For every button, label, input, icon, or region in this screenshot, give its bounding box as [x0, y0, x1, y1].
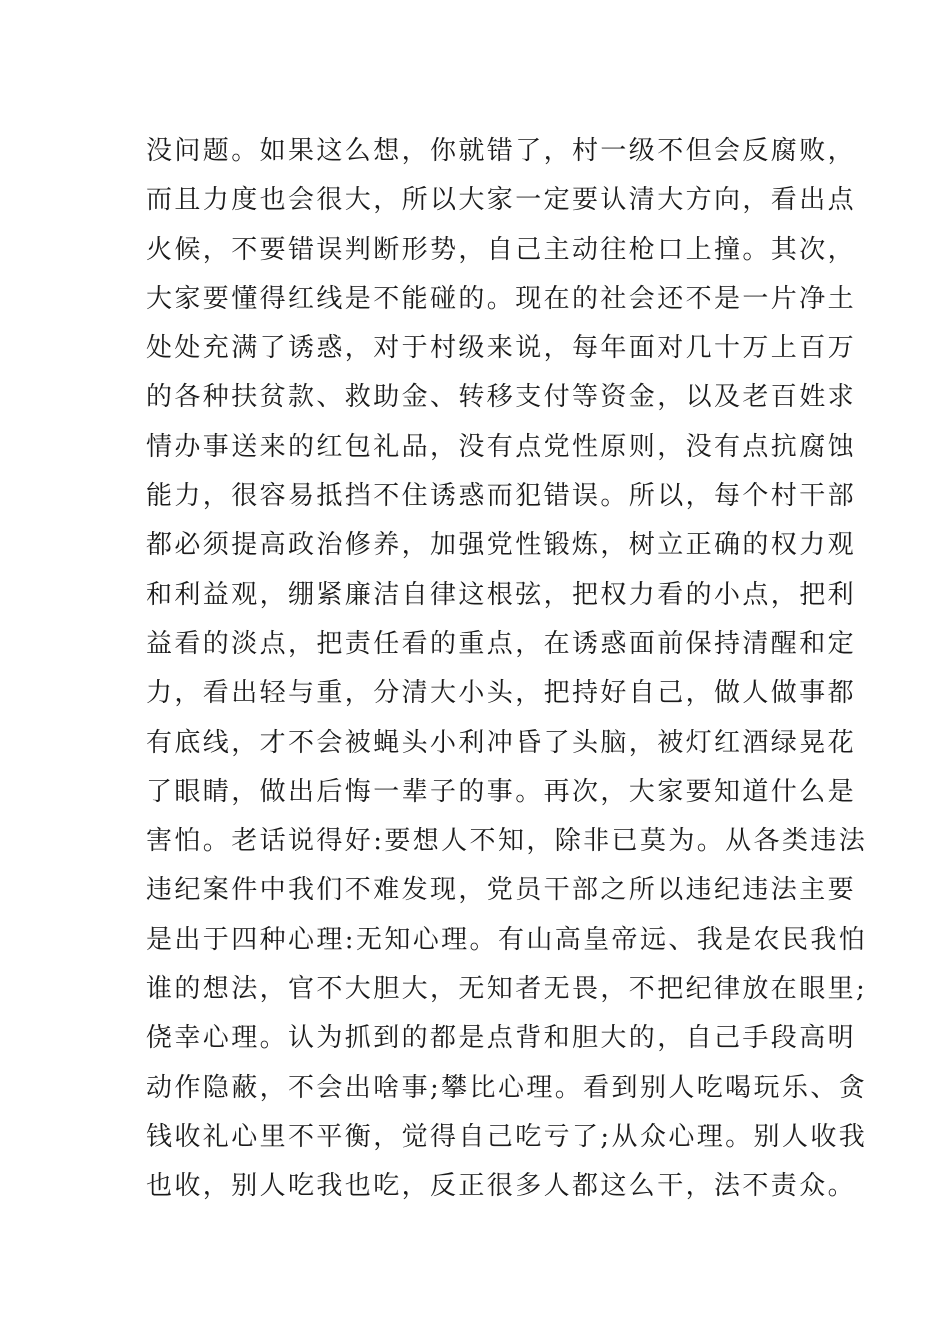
text-line: 火候，不要错误判断形势，自己主动往枪口上撞。其次， [146, 234, 857, 265]
text-line: 和利益观，绷紧廉洁自律这根弦，把权力看的小点，把利 [146, 579, 857, 610]
text-line: 也收，别人吃我也吃，反正很多人都这么干，法不责众。 [146, 1171, 857, 1202]
text-line: 益看的淡点，把责任看的重点，在诱惑面前保持清醒和定 [146, 628, 857, 659]
text-line: 有底线，才不会被蝇头小利冲昏了头脑，被灯红酒绿晃花 [146, 727, 857, 758]
text-line: 力，看出轻与重，分清大小头，把持好自己，做人做事都 [146, 678, 857, 709]
text-line: 情办事送来的红包礼品，没有点党性原则，没有点抗腐蚀 [146, 431, 857, 462]
text-line: 能力，很容易抵挡不住诱惑而犯错误。所以，每个村干部 [146, 481, 857, 512]
body-text [146, 127, 868, 1212]
text-line: 没问题。如果这么想，你就错了，村一级不但会反腐败， [146, 136, 857, 166]
text-line: 动作隐蔽，不会出啥事;攀比心理。看到别人吃喝玩乐、贪 [146, 1072, 868, 1103]
text-line: 钱收礼心里不平衡，觉得自己吃亏了;从众心理。别人收我 [146, 1121, 868, 1152]
text-line: 而且力度也会很大，所以大家一定要认清大方向，看出点 [146, 185, 857, 216]
text-line: 了眼睛，做出后悔一辈子的事。再次，大家要知道什么是 [146, 776, 857, 807]
text-line: 都必须提高政治修养，加强党性锻炼，树立正确的权力观 [146, 530, 857, 561]
text-line: 害怕。老话说得好:要想人不知，除非已莫为。从各类违法 [146, 826, 868, 857]
text-line: 侥幸心理。认为抓到的都是点背和胆大的，自己手段高明 [146, 1023, 857, 1054]
text-line: 大家要懂得红线是不能碰的。现在的社会还不是一片净土 [146, 283, 857, 314]
text-line: 的各种扶贫款、救助金、转移支付等资金，以及老百姓求 [146, 382, 857, 413]
text-line: 是出于四种心理:无知心理。有山高皇帝远、我是农民我怕 [146, 924, 868, 955]
text-line: 违纪案件中我们不难发现，党员干部之所以违纪违法主要 [146, 875, 857, 906]
text-line: 谁的想法，官不大胆大，无知者无畏，不把纪律放在眼里; [146, 974, 868, 1005]
text-line: 处处充满了诱惑，对于村级来说，每年面对几十万上百万 [146, 333, 857, 364]
